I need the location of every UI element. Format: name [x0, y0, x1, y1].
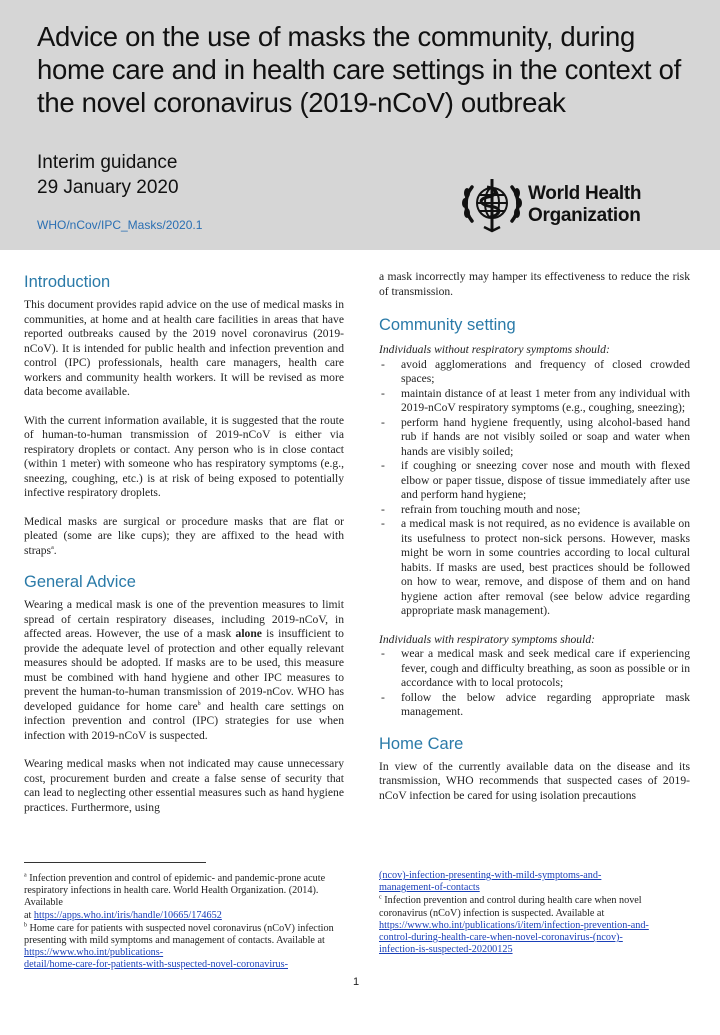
footnote-mark-a: a [24, 872, 27, 879]
footnote-b-link-part-3[interactable]: (ncov)-infection-presenting-with-mild-symptoms-and- [379, 870, 602, 881]
logo-line-1: World Health [528, 183, 642, 204]
right-column [379, 270, 690, 817]
footnotes-right [379, 870, 689, 957]
list-item: - a medical mask is not required, as no evidence is available on its usefulness to protect non-sick persons. However, masks might be worn in some countries according to local cultural habits. If masks are used, best practices should be followed on how to wear, remove, and dispose of them and on hand hygiene action after removal (see below advice regarding appropriate mask management). [379, 517, 690, 619]
footnote-a [24, 873, 334, 922]
no-symptoms-intro: Individuals without respiratory symptoms should: [379, 343, 610, 356]
footnote-divider [24, 862, 206, 863]
footnote-b-continued [379, 870, 689, 894]
list-item: - refrain from touching mouth and nose; [379, 503, 690, 518]
who-logo [460, 175, 640, 235]
list-item: - wear a medical mask and seek medical care if experiencing fever, cough and difficulty breathing, as soon as possible or in accordance with to local protocols; [379, 647, 690, 691]
symptoms-list [379, 647, 690, 720]
document-title: Advice on the use of masks the community, during home care and in health care settings in the context of the novel coronavirus (2019-nCoV) outbreak [37, 21, 681, 118]
list-item: - perform hand hygiene frequently, using alcohol-based hand rub if hands are not visibly soiled or soap and water when hands are visibly soiled; [379, 416, 690, 460]
general-advice-p1-b: is insufficient to provide the adequate level of protection and other equally relevant measures should be adopted. If masks are to be used, this measure must be combined with hand hygiene and other IPC measures to prevent the human-to-human transmission of 2019-nCov. WHO has developed guidance for home care [24, 627, 344, 713]
who-emblem-icon [460, 175, 524, 235]
footnote-ref-a: a [51, 544, 54, 551]
document-reference: WHO/nCov/IPC_Masks/2020.1 [37, 218, 203, 232]
list-item: - if coughing or sneezing cover nose and mouth with flexed elbow or paper tissue, dispose of tissue immediately after use and perform hand hygiene; [379, 459, 690, 503]
footnote-a-at: at [24, 909, 34, 921]
footnote-b-link-part-4[interactable]: management-of-contacts [379, 882, 480, 894]
introduction-paragraph-2: With the current information available, it is suggested that the route of human-to-human transmission of 2019-nCoV is either via respiratory droplets or contact. Any person who is in close contact (within 1 meter) with someone who has respiratory symptoms (e.g., sneezing, coughing, etc.) is at risk of being exposed to potentially infective respiratory droplets. [24, 413, 344, 499]
list-item: - avoid agglomerations and frequency of closed crowded spaces; [379, 358, 690, 387]
footnote-mark-b: b [24, 922, 27, 929]
footnote-c-link-part-3[interactable]: infection-is-suspected-20200125 [379, 944, 513, 956]
footnote-c-link-part-1[interactable]: https://www.who.int/publications/i/item/infection-prevention-and- [379, 919, 649, 931]
symptoms-intro: Individuals with respiratory symptoms should: [379, 632, 595, 646]
guidance-type: Interim guidance [37, 152, 178, 173]
left-column [24, 270, 344, 829]
header-band [0, 0, 720, 250]
no-symptoms-list [379, 358, 690, 619]
home-care-paragraph-1: In view of the currently available data on the disease and its transmission, WHO recommends that suspected cases of 2019-nCoV infection be cared for using isolation precautions [379, 759, 690, 802]
general-advice-paragraph-2-continued: a mask incorrectly may hamper its effectiveness to reduce the risk of transmission. [379, 270, 690, 298]
footnote-c [379, 895, 689, 956]
footnotes-left [24, 873, 334, 973]
introduction-paragraph-1: This document provides rapid advice on the use of medical masks in communities, at home and at health care facilities in areas that have reported outbreaks caused by the 2019 novel coronavirus (2019-nCoV). It is intended for public health and infection prevention and control (IPC) professionals, health care managers, health care workers and community health workers. It will be revised as more data become available. [24, 298, 344, 398]
list-item: - maintain distance of at least 1 meter from any individual with 2019-nCoV respiratory symptoms (e.g., coughing, sneezing); [379, 387, 690, 416]
home-care-heading: Home Care [379, 734, 464, 753]
footnote-c-text: Infection prevention and control during health care when novel coronavirus (nCoV) infection is suspected. Available at [379, 895, 642, 919]
introduction-p3-end: . [53, 543, 57, 557]
introduction-p3-text: Medical masks are surgical or procedure masks that are flat or pleated (some are like cups); they are affixed to the head with straps [24, 514, 344, 557]
general-advice-heading: General Advice [24, 573, 136, 591]
general-advice-p1-c: and health care settings on infection prevention and control (IPC) strategies for use when infection with 2019-nCoV is suspected. [24, 699, 344, 742]
introduction-paragraph-3 [24, 515, 344, 559]
general-advice-paragraph-1 [24, 598, 344, 743]
footnote-b-link-part-2[interactable]: detail/home-care-for-patients-with-suspected-novel-coronavirus- [24, 959, 288, 971]
footnote-c-link-part-2[interactable]: control-during-health-care-when-novel-coronavirus-(ncov)- [379, 932, 623, 944]
general-advice-emphasis: alone [235, 627, 262, 640]
who-logo-text [528, 183, 641, 227]
footnote-b-link-part-1[interactable]: https://www.who.int/publications- [24, 947, 164, 959]
logo-line-2: Organization [528, 205, 641, 226]
footnote-a-link[interactable]: https://apps.who.int/iris/handle/10665/174652 [33, 909, 222, 921]
footnote-a-text: Infection prevention and control of epidemic- and pandemic-prone acute respiratory infections in health care. World Health Organization. (2014). Available [24, 873, 326, 909]
publication-date: 29 January 2020 [37, 177, 179, 198]
footnote-b [24, 923, 334, 972]
footnote-mark-c: c [379, 895, 382, 902]
general-advice-paragraph-2: Wearing medical masks when not indicated may cause unnecessary cost, procurement burden and create a false sense of security that can lead to neglecting other essential measures such as hand hygiene practices. Furthermore, using [24, 757, 344, 814]
introduction-heading: Introduction [24, 273, 111, 291]
community-setting-heading: Community setting [379, 316, 516, 334]
page-number: 1 [353, 976, 360, 988]
footnote-ref-b: b [197, 700, 201, 707]
list-item: - follow the below advice regarding appropriate mask management. [379, 691, 690, 720]
footnote-b-text: Home care for patients with suspected novel coronavirus (nCoV) infection presenting with mild symptoms and management of contacts. Available at [24, 922, 334, 947]
document-subtitle [37, 150, 179, 200]
general-advice-p1-a: Wearing a medical mask is one of the prevention measures to limit spread of certain respiratory diseases, including 2019-nCoV, in affected areas. However, the use of a mask [24, 598, 344, 640]
